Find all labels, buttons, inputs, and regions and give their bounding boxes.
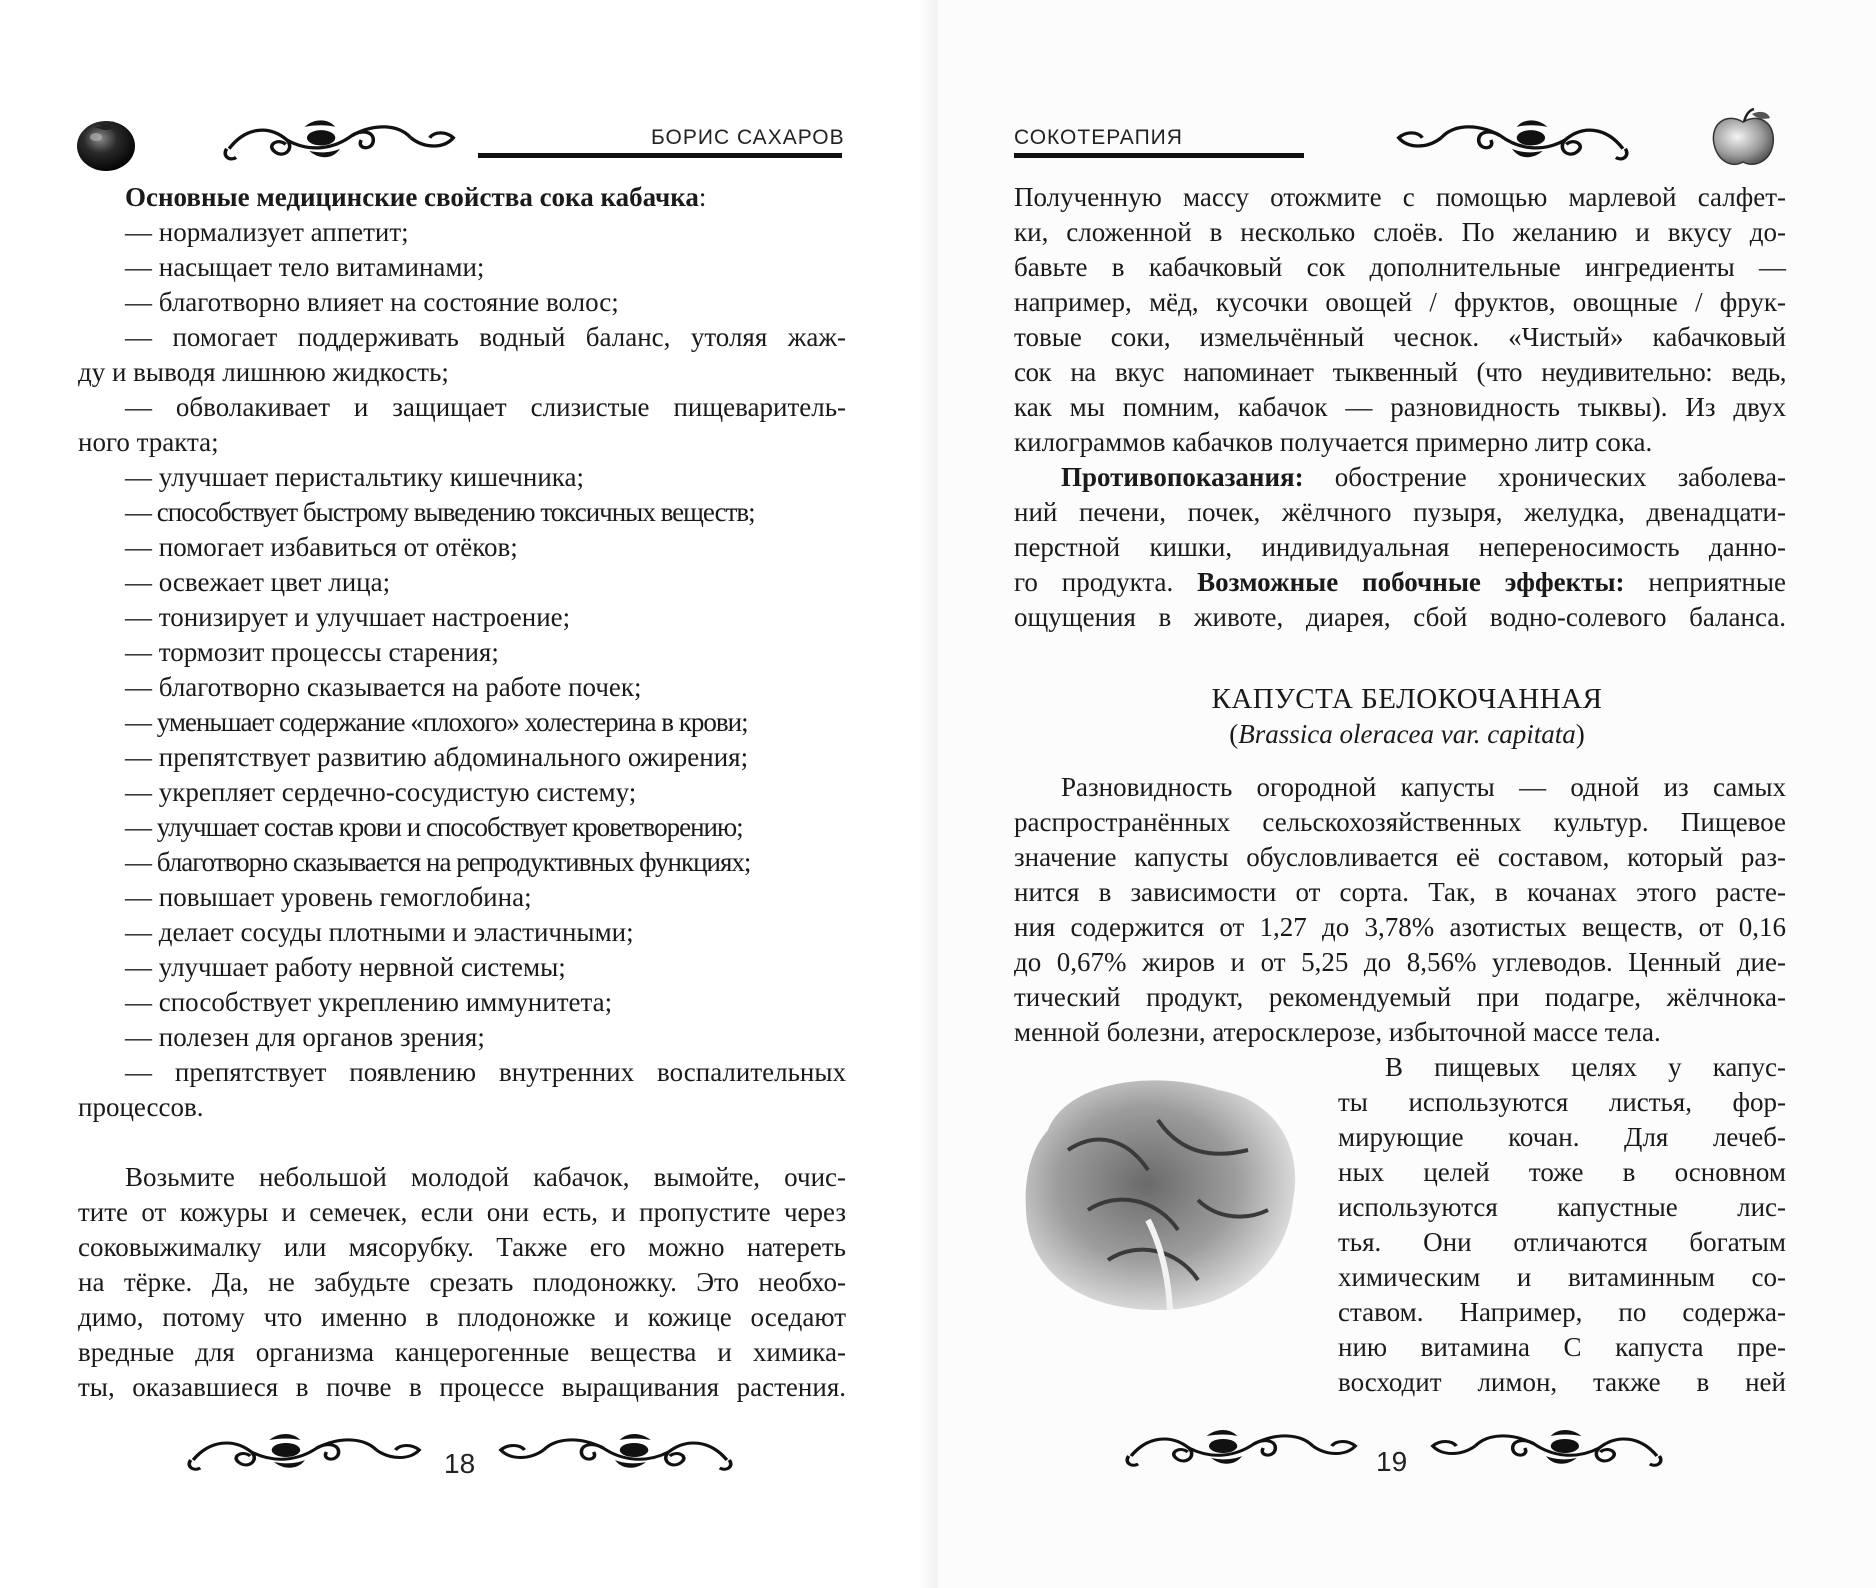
continuation-line: бавьте в кабачковый сок дополнительные ингредиенты — [1014,252,1786,282]
recipe-line: вредные для организма канцерогенные вещества и химика- [78,1337,846,1367]
continuation-line: Полученную массу отожмите с помощью марлевой салфет- [1014,182,1786,212]
running-head-author: БОРИС САХАРОВ [651,126,845,149]
usage-line: ставом. Например, по содержа- [1338,1297,1786,1327]
contraindications-end: го продукта. [1014,567,1198,597]
list-item: — препятствует появлению внутренних воспалительных [125,1057,846,1087]
usage-line: тья. Они отличаются богатым [1338,1227,1786,1257]
contraindications-text: обострение хронических заболева- [1303,462,1786,492]
latin-name: Brassica oleracea var. capitata [1238,719,1576,749]
side-effects-text: неприятные [1624,567,1786,597]
side-effects-line: ощущения в животе, диарея, сбой водно-солевого баланса. [1014,602,1786,632]
properties-heading [78,180,846,215]
list-item: — препятствует развитию абдоминального ожирения; [125,742,749,772]
recipe-line: на тёрке. Да, не забудьте срезать плодоножку. Это необхо- [78,1267,846,1297]
properties-colon: : [698,182,707,212]
properties-title: Основные медицинские свойства сока кабачка [125,182,699,212]
continuation-line: товые соки, измельчённый чеснок. «Чистый» кабачковый [1014,322,1786,352]
continuation-line: ки, сложенной в несколько слоёв. По желанию и вкусу до- [1014,217,1786,247]
list-item-continued: ного тракта; [78,427,219,457]
recipe-line: тите от кожуры и семечек, если они есть, и пропустите через [78,1197,846,1227]
continuation-line: например, мёд, кусочки овощей / фруктов, овощные / фрук- [1014,287,1786,317]
cabbage-intro [1014,770,1786,1050]
intro-line: нится в зависимости от сорта. Так, в кочанах этого расте- [1014,877,1786,907]
recipe-line: соковыжималку или мясорубку. Также его можно натереть [78,1232,846,1262]
header-rule-left [478,153,842,158]
footer-ornament-right-a [1124,1426,1360,1470]
list-item-continued: процессов. [78,1092,204,1122]
tomato-icon [74,113,138,173]
side-effects-label: Возможные побочные эффекты: [1197,567,1625,597]
right-body-text [1014,180,1786,635]
left-body-text [78,180,846,1405]
list-item: — помогает избавиться от отёков; [125,532,518,562]
continuation-line: килограммов кабачков получается примерно литр сока. [1014,427,1653,457]
contraindications-line: перстной кишки, индивидуальная непереносимость данно- [1014,532,1786,562]
usage-line: ных целей тоже в основном [1338,1157,1786,1187]
cabbage-illustration [1008,1070,1308,1320]
header-rule-right [1014,153,1304,158]
continuation-line: сок на вкус напоминает тыквенный (что неудивительно: ведь, [1014,357,1786,387]
list-item: — способствует укреплению иммунитета; [125,987,613,1017]
list-item: — укрепляет сердечно-сосудистую систему; [125,777,637,807]
list-item: — тонизирует и улучшает настроение; [125,602,571,632]
list-item: — благотворно влияет на состояние волос; [125,287,619,317]
footer-ornament-left-b [496,1430,734,1474]
list-item: — полезен для органов зрения; [125,1022,485,1052]
header-ornament-right [1394,116,1630,164]
footer-ornament-left-a [186,1430,424,1474]
apple-icon [1708,108,1778,170]
list-item-continued: ду и выводя лишнюю жидкость; [78,357,449,387]
recipe-line: ты, оказавшиеся в почве в процессе выращивания растения. [78,1372,846,1402]
list-item: — уменьшает содержание «плохого» холестерина в крови; [125,707,748,737]
recipe-line: Возьмите небольшой молодой кабачок, вымойте, очис- [125,1162,846,1192]
list-item: — обволакивает и защищает слизистые пищеваритель- [125,392,846,422]
latin-open-paren: ( [1229,719,1239,749]
page-number-left: 18 [444,1448,476,1479]
latin-name-line [938,719,1876,750]
intro-line: ния содержится от 1,27 до 3,78% азотистых веществ, от 0,16 [1014,912,1786,942]
usage-line: восходит лимон, также в ней [1338,1367,1786,1397]
usage-line: нию витамина С капуста пре- [1338,1332,1786,1362]
list-item: — благотворно сказывается на работе почек; [125,672,642,702]
intro-line: до 0,67% жиров и от 5,25 до 8,56% углеводов. Ценный дие- [1014,947,1786,977]
list-item: — насыщает тело витаминами; [125,252,485,282]
list-item: — способствует быстрому выведению токсичных веществ; [125,497,755,527]
running-head-section: СОКОТЕРАПИЯ [1014,126,1183,149]
contraindications-line: ний печени, почек, жёлчного пузыря, желудка, двенадцати- [1014,497,1786,527]
usage-line: В пищевых целях у капус- [1385,1052,1786,1082]
list-item: — улучшает работу нервной системы; [125,952,566,982]
list-item: — повышает уровень гемоглобина; [125,882,532,912]
usage-line: мирующие кочан. Для лечеб- [1338,1122,1786,1152]
paragraph-gap [78,1125,846,1160]
list-item: — освежает цвет лица; [125,567,391,597]
list-item: — помогает поддерживать водный баланс, утоляя жаж- [125,322,846,352]
usage-line: химическим и витаминным со- [1338,1262,1786,1292]
right-page [938,0,1876,1588]
footer-ornament-right-b [1428,1426,1664,1470]
recipe-line: димо, потому что именно в плодоножке и кожице оседают [78,1302,846,1332]
intro-line: Разновидность огородной капусты — одной из самых [1061,772,1786,802]
intro-line: значение капусты обусловливается её составом, который раз- [1014,842,1786,872]
intro-line: тический продукт, рекомендуемый при подагре, жёлчнока- [1014,982,1786,1012]
list-item: — делает сосуды плотными и эластичными; [125,917,634,947]
cabbage-usage [1338,1050,1786,1400]
header-ornament-left [222,116,458,164]
usage-line: ты используются листья, фор- [1338,1087,1786,1117]
section-title: КАПУСТА БЕЛОКОЧАННАЯ [1211,683,1603,715]
usage-line: используются капустные лис- [1338,1192,1786,1222]
list-item: — тормозит процессы старения; [125,637,499,667]
page-number-right: 19 [1376,1446,1408,1477]
contraindications-label: Противопоказания: [1061,462,1304,492]
intro-line: менной болезни, атеросклерозе, избыточной массе тела. [1014,1017,1661,1047]
list-item: — благотворно сказывается на репродуктивных функциях; [125,847,751,877]
contraindications-first-line [1014,460,1786,495]
latin-close-paren: ) [1575,719,1585,749]
list-item: — улучшает состав крови и способствует кроветворению; [125,812,743,842]
list-item: — нормализует аппетит; [125,217,409,247]
list-item: — улучшает перистальтику кишечника; [125,462,584,492]
side-effects-line [1014,565,1786,600]
continuation-line: как мы помним, кабачок — разновидность тыквы). Из двух [1014,392,1786,422]
intro-line: распространённых сельскохозяйственных культур. Пищевое [1014,807,1786,837]
